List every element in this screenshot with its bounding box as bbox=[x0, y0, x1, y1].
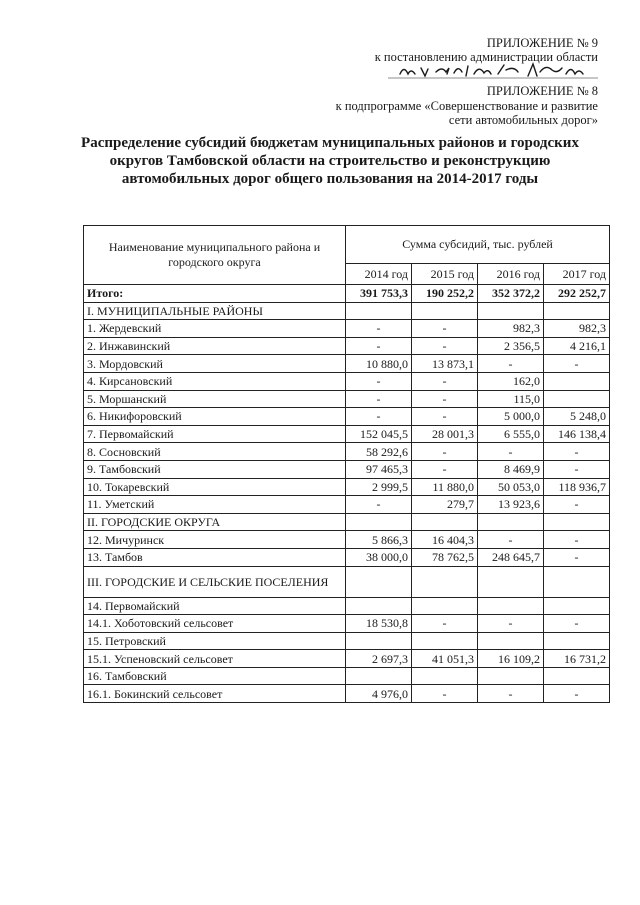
value-cell: - bbox=[544, 615, 610, 633]
value-cell: 279,7 bbox=[412, 496, 478, 514]
appendix-8-subtitle-2: сети автомобильных дорог» bbox=[448, 113, 598, 127]
year-header: 2016 год bbox=[478, 263, 544, 284]
value-cell: - bbox=[478, 443, 544, 461]
value-cell: - bbox=[412, 615, 478, 633]
value-cell: - bbox=[544, 443, 610, 461]
value-cell: - bbox=[346, 337, 412, 355]
row-name-cell: 3. Мордовский bbox=[84, 355, 346, 373]
table-row bbox=[84, 478, 610, 496]
row-name-cell: 9. Тамбовский bbox=[84, 460, 346, 478]
value-cell: 41 051,3 bbox=[412, 650, 478, 668]
value-cell bbox=[412, 302, 478, 320]
value-cell: 11 880,0 bbox=[412, 478, 478, 496]
value-cell bbox=[478, 667, 544, 685]
table-row bbox=[84, 531, 610, 549]
value-cell: - bbox=[412, 460, 478, 478]
value-cell: - bbox=[346, 390, 412, 408]
row-name-cell: 15.1. Успеновский сельсовет bbox=[84, 650, 346, 668]
row-name-cell: 15. Петровский bbox=[84, 632, 346, 650]
row-name-cell: III. ГОРОДСКИЕ И СЕЛЬСКИЕ ПОСЕЛЕНИЯ bbox=[84, 566, 346, 597]
subsidies-table bbox=[83, 225, 610, 703]
row-name-cell: 7. Первомайский bbox=[84, 425, 346, 443]
value-cell bbox=[412, 566, 478, 597]
value-cell: 115,0 bbox=[478, 390, 544, 408]
sum-column-header: Сумма субсидий, тыс. рублей bbox=[346, 226, 610, 264]
value-cell: 13 873,1 bbox=[412, 355, 478, 373]
value-cell: 248 645,7 bbox=[478, 548, 544, 566]
row-name-cell: 6. Никифоровский bbox=[84, 408, 346, 426]
document-title: Распределение субсидий бюджетам муниципальных районов и городских округов Тамбовской области на строительство и реконструкцию автомобильных дорог общего пользования на 2014-2017 годы bbox=[81, 135, 579, 187]
row-name-cell: 8. Сосновский bbox=[84, 443, 346, 461]
value-cell bbox=[544, 597, 610, 615]
value-cell: - bbox=[478, 685, 544, 703]
table-row bbox=[84, 566, 610, 597]
value-cell bbox=[544, 566, 610, 597]
value-cell: - bbox=[412, 685, 478, 703]
value-cell: 982,3 bbox=[478, 320, 544, 338]
table-row bbox=[84, 320, 610, 338]
table-row bbox=[84, 513, 610, 531]
value-cell: 162,0 bbox=[478, 372, 544, 390]
value-cell: 391 753,3 bbox=[346, 285, 412, 303]
value-cell: - bbox=[544, 496, 610, 514]
row-name-cell: 10. Токаревский bbox=[84, 478, 346, 496]
value-cell bbox=[478, 597, 544, 615]
row-name-cell: 16.1. Бокинский сельсовет bbox=[84, 685, 346, 703]
value-cell: 2 697,3 bbox=[346, 650, 412, 668]
value-cell: 78 762,5 bbox=[412, 548, 478, 566]
appendix-9-subtitle: к постановлению администрации области bbox=[374, 50, 598, 64]
value-cell bbox=[478, 513, 544, 531]
value-cell: 152 045,5 bbox=[346, 425, 412, 443]
value-cell bbox=[346, 566, 412, 597]
total-row bbox=[84, 285, 610, 303]
value-cell: 13 923,6 bbox=[478, 496, 544, 514]
value-cell: 292 252,7 bbox=[544, 285, 610, 303]
table-row bbox=[84, 408, 610, 426]
table-row bbox=[84, 355, 610, 373]
value-cell: 18 530,8 bbox=[346, 615, 412, 633]
table-row bbox=[84, 650, 610, 668]
value-cell: 16 404,3 bbox=[412, 531, 478, 549]
row-name-cell: 5. Моршанский bbox=[84, 390, 346, 408]
appendix-8-label: ПРИЛОЖЕНИЕ № 8 bbox=[486, 84, 598, 98]
value-cell: 5 866,3 bbox=[346, 531, 412, 549]
table-row bbox=[84, 685, 610, 703]
value-cell: - bbox=[346, 408, 412, 426]
value-cell: 28 001,3 bbox=[412, 425, 478, 443]
table-row bbox=[84, 667, 610, 685]
value-cell: - bbox=[412, 337, 478, 355]
table-row bbox=[84, 425, 610, 443]
value-cell: 4 216,1 bbox=[544, 337, 610, 355]
value-cell: - bbox=[544, 531, 610, 549]
row-name-cell: II. ГОРОДСКИЕ ОКРУГА bbox=[84, 513, 346, 531]
value-cell: 6 555,0 bbox=[478, 425, 544, 443]
table-row bbox=[84, 597, 610, 615]
value-cell: 2 999,5 bbox=[346, 478, 412, 496]
value-cell bbox=[346, 597, 412, 615]
value-cell: - bbox=[478, 355, 544, 373]
value-cell: - bbox=[412, 320, 478, 338]
value-cell: 982,3 bbox=[544, 320, 610, 338]
row-name-cell: Итого: bbox=[84, 285, 346, 303]
value-cell bbox=[346, 632, 412, 650]
appendix-8-subtitle-1: к подпрограмме «Совершенствование и развитие bbox=[335, 99, 598, 113]
table-row bbox=[84, 615, 610, 633]
row-name-cell: 12. Мичуринск bbox=[84, 531, 346, 549]
value-cell bbox=[544, 667, 610, 685]
value-cell: - bbox=[412, 443, 478, 461]
table-row bbox=[84, 390, 610, 408]
row-name-cell: 13. Тамбов bbox=[84, 548, 346, 566]
value-cell bbox=[544, 513, 610, 531]
value-cell bbox=[478, 302, 544, 320]
row-name-cell: 1. Жердевский bbox=[84, 320, 346, 338]
value-cell bbox=[544, 390, 610, 408]
value-cell: - bbox=[478, 615, 544, 633]
value-cell: 10 880,0 bbox=[346, 355, 412, 373]
value-cell bbox=[346, 667, 412, 685]
row-name-cell: 14.1. Хоботовский сельсовет bbox=[84, 615, 346, 633]
value-cell: 97 465,3 bbox=[346, 460, 412, 478]
value-cell bbox=[544, 632, 610, 650]
value-cell: - bbox=[346, 372, 412, 390]
value-cell bbox=[544, 302, 610, 320]
value-cell: - bbox=[346, 496, 412, 514]
value-cell: 50 053,0 bbox=[478, 478, 544, 496]
value-cell: - bbox=[544, 355, 610, 373]
value-cell: 38 000,0 bbox=[346, 548, 412, 566]
value-cell: - bbox=[412, 390, 478, 408]
value-cell bbox=[412, 513, 478, 531]
value-cell: - bbox=[346, 320, 412, 338]
value-cell bbox=[412, 667, 478, 685]
value-cell: 16 109,2 bbox=[478, 650, 544, 668]
value-cell bbox=[346, 302, 412, 320]
row-name-cell: I. МУНИЦИПАЛЬНЫЕ РАЙОНЫ bbox=[84, 302, 346, 320]
value-cell: 5 248,0 bbox=[544, 408, 610, 426]
value-cell: - bbox=[478, 531, 544, 549]
value-cell: - bbox=[412, 372, 478, 390]
row-name-cell: 2. Инжавинский bbox=[84, 337, 346, 355]
table-row bbox=[84, 372, 610, 390]
row-name-cell: 14. Первомайский bbox=[84, 597, 346, 615]
value-cell: 2 356,5 bbox=[478, 337, 544, 355]
table-row bbox=[84, 548, 610, 566]
year-header: 2015 год bbox=[412, 263, 478, 284]
row-name-cell: 11. Уметский bbox=[84, 496, 346, 514]
appendix-9-label: ПРИЛОЖЕНИЕ № 9 bbox=[486, 36, 598, 50]
value-cell: 190 252,2 bbox=[412, 285, 478, 303]
value-cell bbox=[412, 632, 478, 650]
value-cell: 5 000,0 bbox=[478, 408, 544, 426]
value-cell bbox=[478, 632, 544, 650]
value-cell bbox=[412, 597, 478, 615]
value-cell bbox=[544, 372, 610, 390]
value-cell: 16 731,2 bbox=[544, 650, 610, 668]
table-row bbox=[84, 496, 610, 514]
row-name-cell: 4. Кирсановский bbox=[84, 372, 346, 390]
value-cell: - bbox=[544, 460, 610, 478]
value-cell bbox=[346, 513, 412, 531]
value-cell: 58 292,6 bbox=[346, 443, 412, 461]
value-cell: 352 372,2 bbox=[478, 285, 544, 303]
value-cell: - bbox=[412, 408, 478, 426]
year-header: 2014 год bbox=[346, 263, 412, 284]
table-row bbox=[84, 337, 610, 355]
value-cell: - bbox=[544, 685, 610, 703]
value-cell: 118 936,7 bbox=[544, 478, 610, 496]
value-cell: 146 138,4 bbox=[544, 425, 610, 443]
table-row bbox=[84, 302, 610, 320]
table-row bbox=[84, 443, 610, 461]
year-header: 2017 год bbox=[544, 263, 610, 284]
table-row bbox=[84, 632, 610, 650]
handwritten-resolution-signature bbox=[388, 62, 598, 80]
value-cell: - bbox=[544, 548, 610, 566]
table-row bbox=[84, 460, 610, 478]
row-name-cell: 16. Тамбовский bbox=[84, 667, 346, 685]
name-column-header: Наименование муниципального района и городского округа bbox=[84, 226, 346, 285]
value-cell: 4 976,0 bbox=[346, 685, 412, 703]
value-cell bbox=[478, 566, 544, 597]
value-cell: 8 469,9 bbox=[478, 460, 544, 478]
